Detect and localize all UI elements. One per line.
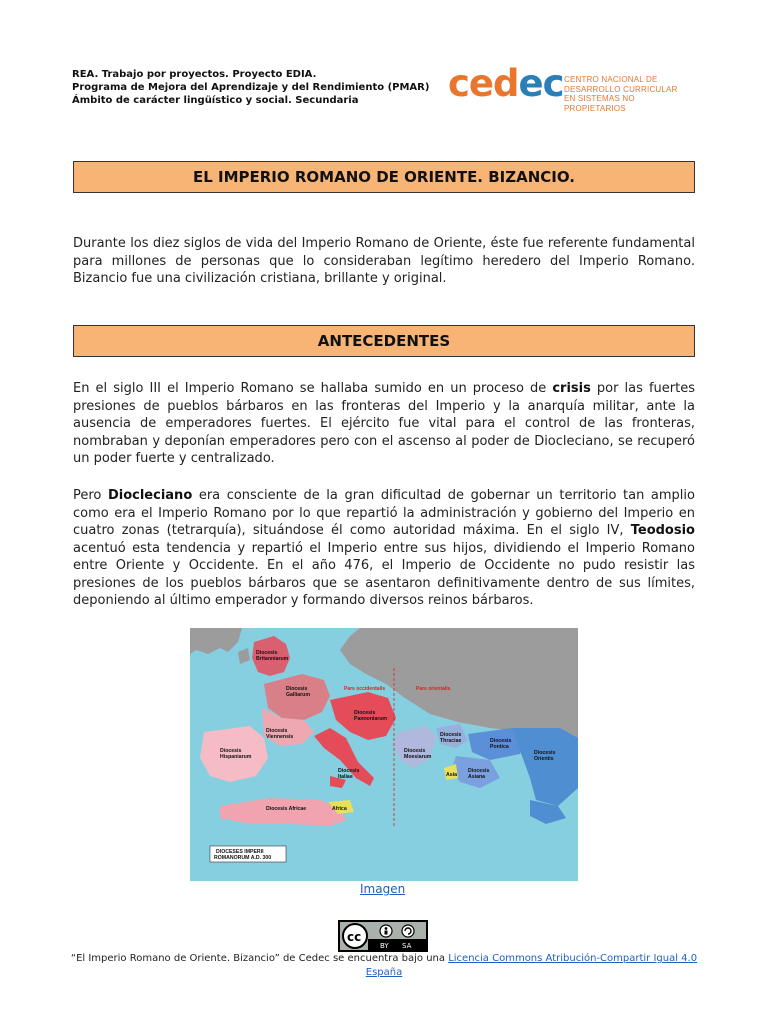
svg-text:Britanniarum: Britanniarum	[256, 656, 289, 662]
cedec-logo-wordmark: cedec	[448, 62, 564, 105]
cedec-logo	[448, 62, 692, 113]
map-label-africae: Diocesis Africae	[266, 806, 307, 812]
map-label-galliarum	[286, 686, 310, 698]
svg-text:Orientis: Orientis	[534, 756, 554, 762]
license-link[interactable]: Licencia Commons Atribución-Compartir Igual 4.0 España	[365, 953, 698, 978]
paragraph-crisis: En el siglo III el Imperio Romano se hallaba sumido en un proceso de crisis por las fuertes presiones de pueblos bárbaros en las fronteras del Imperio y la anarquía militar, ante la ausencia de emperadores fuertes. El ejército fue vital para el control de las fronteras, nombraban y deponían emperadores pero con el ascenso al poder de Diocleciano, se recuperó un poder fuerte y centralizado.	[73, 381, 696, 466]
bold-term: Teodosio	[630, 523, 695, 538]
svg-text:Moesiarum: Moesiarum	[404, 754, 432, 760]
svg-text:Diocesis: Diocesis	[468, 768, 490, 774]
section-heading-antecedentes: ANTECEDENTES	[73, 325, 695, 357]
svg-text:Pannoniarum: Pannoniarum	[354, 716, 388, 722]
svg-text:Diocesis: Diocesis	[534, 750, 556, 756]
svg-text:Diocesis: Diocesis	[490, 738, 512, 744]
svg-text:Hispaniarum: Hispaniarum	[220, 754, 252, 760]
map-label-orientis	[534, 750, 555, 762]
svg-text:Diocesis: Diocesis	[256, 650, 278, 656]
cc-icon: cc	[347, 930, 362, 944]
svg-text:Galliarum: Galliarum	[286, 692, 310, 698]
map-label-pars-orientalis: Pars orientalis	[416, 686, 451, 692]
roman-dioceses-map	[190, 628, 578, 881]
bold-term: Diocleciano	[107, 488, 193, 503]
cc-sa-label: SA	[402, 942, 412, 950]
map-label-pars-occidentalis: Pars occidentalis	[344, 686, 386, 692]
map-label-thraciae	[440, 732, 461, 744]
svg-text:Asiana: Asiana	[468, 774, 486, 780]
map-label-asia-small: Asia	[446, 772, 457, 778]
image-source-link[interactable]: Imagen	[360, 882, 406, 896]
svg-text:Diocesis: Diocesis	[338, 768, 360, 774]
svg-text:Italiae: Italiae	[338, 774, 353, 780]
svg-text:Diocesis: Diocesis	[286, 686, 308, 692]
svg-text:Diocesis: Diocesis	[220, 748, 242, 754]
map-legend-line-1: DIOCESES IMPERII	[216, 849, 264, 855]
document-header	[72, 68, 429, 107]
paragraph-diocleciano: Pero Diocleciano era consciente de la gran dificultad de gobernar un territorio tan amplio como era el Imperio Romano por lo que repartió la administración y gobierno del Imperio en cuatro zonas (tetrarquía), situándose él como autoridad máxima. En el siglo IV, Teodosio acentuó esta tendencia y repartió el Imperio entre sus hijos, dividiendo el Imperio Romano entre Oriente y Occidente. En el año 476, el Imperio de Occidente no pudo resistir las presiones de los pueblos bárbaros que se asentaron definitivamente dentro de sus límites, deponiendo al último emperador y formando diversos reinos bárbaros.	[73, 488, 695, 608]
svg-text:Viennensis: Viennensis	[266, 734, 294, 740]
intro-paragraph: Durante los diez siglos de vida del Imperio Romano de Oriente, éste fue referente fundamental para millones de personas que lo consideraban legítimo heredero del Imperio Romano. Bizancio fue una civilización cristiana, brillante y original.	[73, 236, 695, 286]
header-line-1: REA. Trabajo por proyectos. Proyecto EDIA.	[72, 69, 317, 80]
map-legend-line-2: ROMANORUM A.D. 300	[214, 855, 272, 861]
license-footer: “El Imperio Romano de Oriente. Bizancio” de Cedec se encuentra bajo una Licencia Commons Atribución-Compartir Igual 4.0 España	[70, 953, 698, 978]
header-line-3: Ámbito de carácter lingüístico y social. Secundaria	[72, 95, 359, 106]
svg-text:Diocesis: Diocesis	[354, 710, 376, 716]
svg-text:Pontica: Pontica	[490, 744, 509, 750]
svg-text:Diocesis: Diocesis	[440, 732, 462, 738]
cc-by-label: BY	[380, 942, 389, 950]
bold-term: crisis	[552, 381, 591, 396]
header-line-2: Programa de Mejora del Aprendizaje y del Rendimiento (PMAR)	[72, 82, 430, 93]
svg-text:Diocesis: Diocesis	[404, 748, 426, 754]
svg-text:Thraciae: Thraciae	[440, 738, 462, 744]
cedec-logo-subtitle: CENTRO NACIONAL DE DESARROLLO CURRICULAR EN SISTEMAS NO PROPIETARIOS	[564, 75, 678, 113]
map-label-pontica	[490, 738, 511, 750]
page-title: EL IMPERIO ROMANO DE ORIENTE. BIZANCIO.	[73, 161, 695, 193]
map-label-africa-small: Africa	[332, 806, 347, 812]
cc-license-badge[interactable]	[338, 920, 428, 952]
svg-text:Diocesis: Diocesis	[266, 728, 288, 734]
